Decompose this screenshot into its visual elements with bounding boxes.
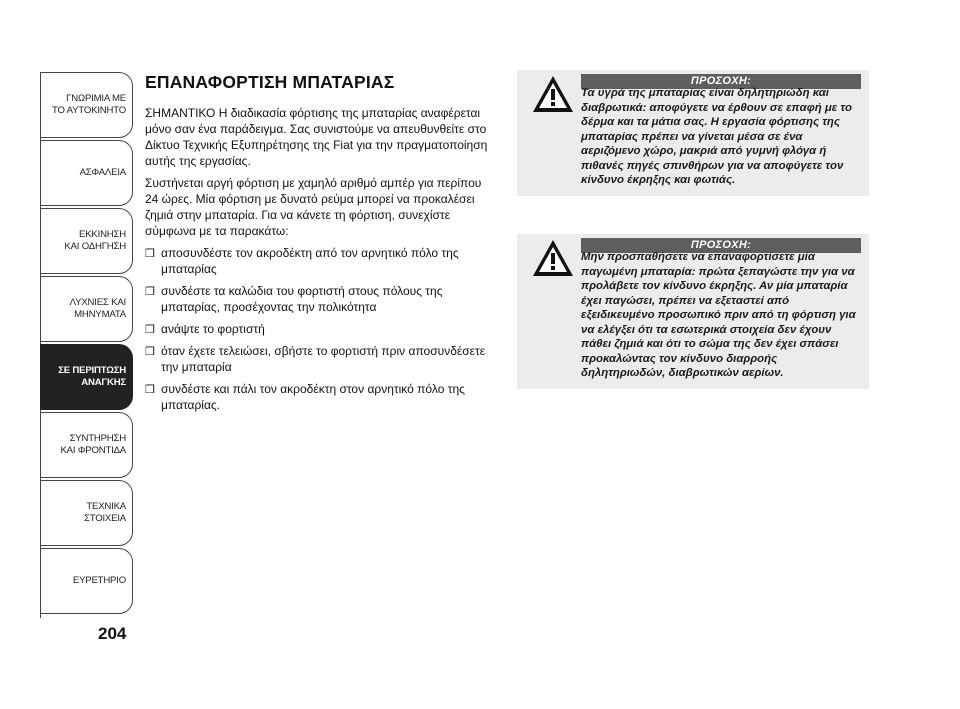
warning-triangle-icon bbox=[525, 74, 581, 118]
tab-label: ΕΥΡΕΤΗΡΙΟ bbox=[72, 575, 126, 586]
warning-triangle-icon bbox=[525, 238, 581, 282]
list-item bbox=[145, 283, 497, 315]
page-number: 204 bbox=[98, 624, 127, 643]
warning-text-content: Τα υγρά της μπαταρίας είναι δηλητηριώδη και διαβρωτικά: αποφύγετε να έρθουν σε επαφή με το δέρμα και τα μάτια σας. Η εργασία φόρτισης της μπαταρίας πρέπει να γίνεται μέσα σε ένα αεριζόμενο χώρο, μακριά από γυμνή φλόγα ή πιθανές πηγές σπινθήρων για να αποφύγετε τον κίνδυνο έκρηξης και φωτιάς. bbox=[581, 87, 852, 186]
list-item-text: συνδέστε και πάλι τον ακροδέκτη στον αρνητικό πόλο της μπαταρίας. bbox=[161, 382, 465, 412]
list-item bbox=[145, 321, 497, 337]
checkbox-bullet-icon: ❒ bbox=[145, 286, 155, 298]
warning-box-electrolyte bbox=[517, 70, 869, 196]
tab-label: ΕΚΚΙΝΗΣΗ ΚΑΙ ΟΔΗΓΗΣΗ bbox=[64, 229, 126, 252]
warning-box-frozen-battery bbox=[517, 234, 869, 389]
page-title: ΕΠΑΝΑΦΟΡΤΙΣΗ ΜΠΑΤΑΡΙΑΣ bbox=[145, 72, 395, 92]
list-item-text: συνδέστε τα καλώδια του φορτιστή στους πόλους της μπαταρίας, προσέχοντας την πολικότητα bbox=[161, 284, 443, 314]
tab-technical-data[interactable] bbox=[40, 480, 133, 546]
tab-warning-lights[interactable] bbox=[40, 276, 133, 342]
list-item-text: αποσυνδέστε τον ακροδέκτη από τον αρνητικό πόλο της μπαταρίας bbox=[161, 246, 459, 276]
tab-label: ΑΣΦΑΛΕΙΑ bbox=[79, 167, 126, 178]
tab-getting-to-know[interactable] bbox=[40, 72, 133, 138]
warning-text-content: Μην προσπαθήσετε να επαναφορτίσετε μία παγωμένη μπαταρία: πρώτα ξεπαγώστε την για να προλάβετε τον κίνδυνο έκρηξης. Αν μία μπαταρία έχει παγώσει, πρέπει να εξεταστεί από εξειδικευμένο προσωπικό πριν από τη φόρτιση για να ελέγξει ότι τα εσωτερικά στοιχεία δεν έχουν πάθει ζημιά και ότι το σώμα της δεν έχει σπάσει προκαλώντας τον κίνδυνο διαρροής δηλητηριωδών, διαβρωτικών αερίων. bbox=[581, 251, 856, 379]
tab-emergency[interactable] bbox=[40, 344, 133, 410]
tab-label: ΓΝΩΡΙΜΙΑ ΜΕ ΤΟ ΑΥΤΟΚΙΝΗΤΟ bbox=[52, 93, 126, 116]
list-item bbox=[145, 245, 497, 277]
warning-header: ΠΡΟΣΟΧΗ: bbox=[581, 74, 861, 89]
tab-label: ΤΕΧΝΙΚΑ ΣΤΟΙΧΕΙΑ bbox=[83, 501, 126, 524]
list-item-text: ανάψτε το φορτιστή bbox=[161, 322, 265, 336]
checkbox-bullet-icon: ❒ bbox=[145, 346, 155, 358]
tab-starting-driving[interactable] bbox=[40, 208, 133, 274]
tab-index[interactable] bbox=[40, 548, 133, 614]
checkbox-bullet-icon: ❒ bbox=[145, 324, 155, 336]
tab-safety[interactable] bbox=[40, 140, 133, 206]
checkbox-bullet-icon: ❒ bbox=[145, 248, 155, 260]
checkbox-bullet-icon: ❒ bbox=[145, 384, 155, 396]
list-item bbox=[145, 381, 497, 413]
warning-header: ΠΡΟΣΟΧΗ: bbox=[581, 238, 861, 253]
intro-paragraph: ΣΗΜΑΝΤΙΚΟ Η διαδικασία φόρτισης της μπαταρίας αναφέρεται μόνο σαν ένα παράδειγμα. Σας συνιστούμε να απευθυνθείτε στο Δίκτυο Τεχνικής Εξυπηρέτησης της Fiat για την πραγματοποίηση αυτής της εργασίας. bbox=[145, 106, 488, 168]
tab-label: ΣΕ ΠΕΡΙΠΤΩΣΗ ΑΝΑΓΚΗΣ bbox=[58, 365, 126, 388]
list-item-text: όταν έχετε τελειώσει, σβήστε το φορτιστή πριν αποσυνδέσετε την μπαταρία bbox=[161, 344, 486, 374]
tab-label: ΛΥΧΝΙΕΣ ΚΑΙ ΜΗΝΥΜΑΤΑ bbox=[69, 297, 126, 320]
list-item bbox=[145, 343, 497, 375]
procedure-paragraph: Συστήνεται αργή φόρτιση με χαμηλό αριθμό αμπέρ για περίπου 24 ώρες. Μία φόρτιση με δυνατό ρεύμα μπορεί να προκαλέσει ζημιά στην μπαταρία. Για να κάνετε τη φόρτιση, συνεχίστε σύμφωνα με τα παρακάτω: bbox=[145, 176, 482, 238]
tab-label: ΣΥΝΤΗΡΗΣΗ ΚΑΙ ΦΡΟΝΤΙΔΑ bbox=[60, 433, 126, 456]
procedure-steps bbox=[145, 245, 497, 413]
main-content bbox=[145, 72, 497, 419]
tab-maintenance[interactable] bbox=[40, 412, 133, 478]
